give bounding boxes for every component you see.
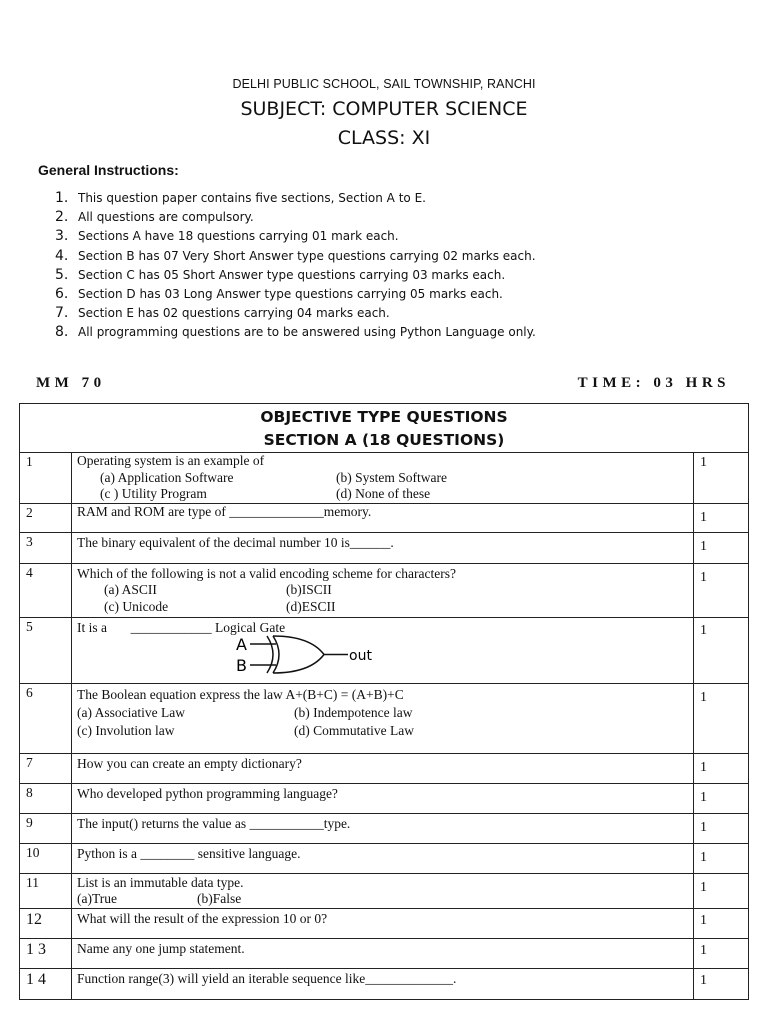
section-header: OBJECTIVE TYPE QUESTIONS SECTION A (18 QUESTIONS) (20, 404, 749, 453)
question-text: Who developed python programming language? (72, 783, 694, 813)
question-number: 8 (20, 783, 72, 813)
table-row (20, 753, 749, 783)
question-marks: 1 (694, 563, 749, 617)
instructions-heading: General Instructions: (38, 162, 179, 178)
question-marks: 1 (694, 968, 749, 999)
instruction-item: 1. This question paper contains five sections, Section A to E. (55, 190, 426, 206)
question-marks: 1 (694, 753, 749, 783)
question-number: 4 (20, 563, 72, 617)
question-number: 5 (20, 617, 72, 683)
question-text: What will the result of the expression 10 or 0? (72, 908, 694, 938)
question-text: The input() returns the value as ___________type. (72, 813, 694, 843)
question-text: Operating system is an example of (a) Application Software (b) System Software (c ) Utility Program (d) None of these (72, 453, 694, 504)
question-marks: 1 (694, 843, 749, 873)
question-marks: 1 (694, 453, 749, 504)
table-row (20, 532, 749, 563)
school-name: DELHI PUBLIC SCHOOL, SAIL TOWNSHIP, RANCHI (232, 77, 536, 91)
table-row (20, 968, 749, 999)
question-text: Function range(3) will yield an iterable sequence like_____________. (72, 968, 694, 999)
table-row (20, 453, 749, 504)
question-number: 12 (20, 908, 72, 938)
instruction-item: 5. Section C has 05 Short Answer type questions carrying 03 marks each. (55, 266, 506, 283)
gate-input-a: A (236, 635, 247, 654)
question-text: The binary equivalent of the decimal number 10 is______. (72, 532, 694, 563)
question-number: 1 4 (20, 968, 72, 999)
question-number: 1 3 (20, 938, 72, 968)
instruction-item: 6. Section D has 03 Long Answer type questions carrying 05 marks each. (55, 285, 503, 302)
question-text: Which of the following is not a valid encoding scheme for characters? (a) ASCII (b)ISCII (c) Unicode (d)ESCII (72, 563, 694, 617)
table-row (20, 908, 749, 938)
question-marks: 1 (694, 813, 749, 843)
question-text: List is an immutable data type. (a)True (b)False (72, 873, 694, 908)
table-row (20, 783, 749, 813)
subject-title: SUBJECT: COMPUTER SCIENCE (240, 98, 528, 120)
max-marks: MM 70 (36, 375, 106, 391)
question-marks: 1 (694, 503, 749, 532)
gate-output-label: out (349, 648, 372, 664)
instruction-item: 3. Sections A have 18 questions carrying 01 mark each. (55, 228, 399, 245)
table-row (20, 503, 749, 532)
question-number: 9 (20, 813, 72, 843)
table-row (20, 938, 749, 968)
question-number: 2 (20, 503, 72, 532)
table-row (20, 683, 749, 753)
question-marks: 1 (694, 532, 749, 563)
question-number: 7 (20, 753, 72, 783)
xor-gate-diagram (232, 635, 402, 675)
question-text: RAM and ROM are type of ______________memory. (72, 503, 694, 532)
table-row (20, 563, 749, 617)
question-text: Name any one jump statement. (72, 938, 694, 968)
instructions-list (55, 189, 536, 343)
question-number: 10 (20, 843, 72, 873)
question-marks: 1 (694, 938, 749, 968)
question-text: The Boolean equation express the law A+(B+C) = (A+B)+C (a) Associative Law (b) Indempotence law (c) Involution law (d) Commutative Law (72, 683, 694, 753)
question-text: Python is a ________ sensitive language. (72, 843, 694, 873)
table-row (20, 617, 749, 683)
gate-input-b: B (236, 656, 247, 675)
table-row (20, 873, 749, 908)
question-marks: 1 (694, 783, 749, 813)
question-marks: 1 (694, 873, 749, 908)
question-marks: 1 (694, 683, 749, 753)
instruction-item: 8. All programming questions are to be answered using Python Language only. (55, 324, 536, 341)
table-row (20, 813, 749, 843)
question-text: How you can create an empty dictionary? (72, 753, 694, 783)
questions-table (19, 403, 749, 1000)
question-number: 6 (20, 683, 72, 753)
class-title: CLASS: XI (337, 127, 431, 149)
table-row (20, 843, 749, 873)
question-marks: 1 (694, 908, 749, 938)
question-text: It is a ____________ Logical Gate A B out (72, 617, 694, 683)
time-allowed: TIME: 03 HRS (577, 375, 730, 391)
question-number: 11 (20, 873, 72, 908)
instruction-item: 2. All questions are compulsory. (55, 209, 254, 226)
question-number: 1 (20, 453, 72, 504)
instruction-item: 4. Section B has 07 Very Short Answer type questions carrying 02 marks each. (55, 247, 536, 264)
question-number: 3 (20, 532, 72, 563)
question-marks: 1 (694, 617, 749, 683)
instruction-item: 7. Section E has 02 questions carrying 04 marks each. (55, 305, 390, 322)
